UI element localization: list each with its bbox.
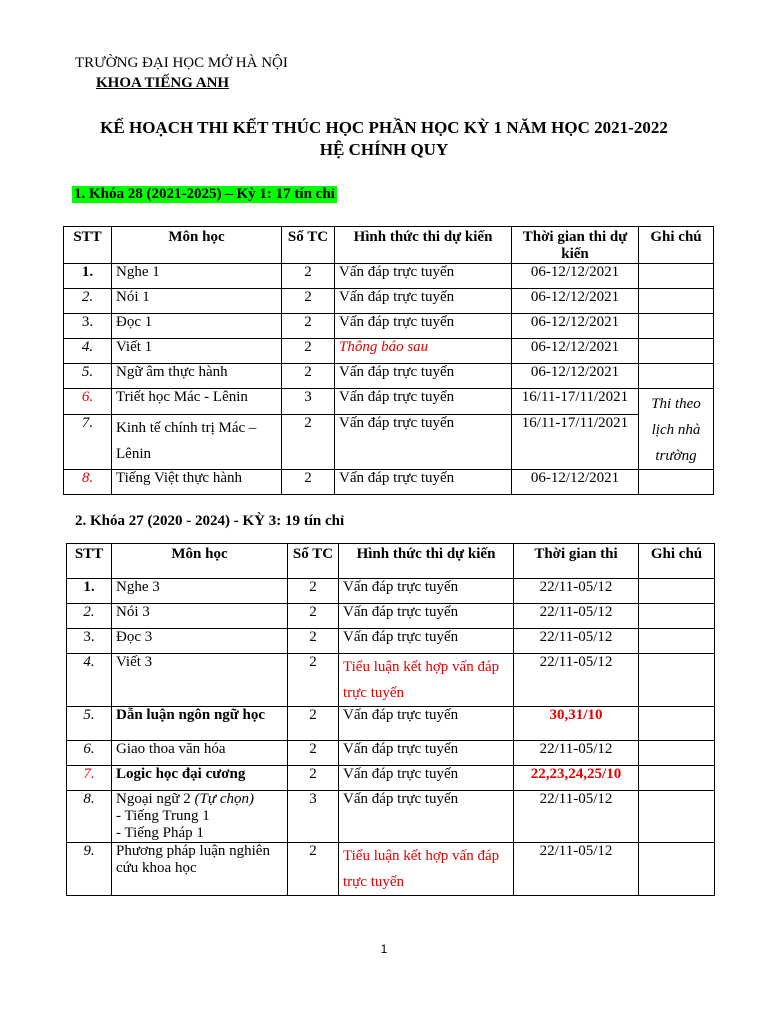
row-subject-cell bbox=[112, 791, 288, 843]
header-exam-form: Hình thức thi dự kiến bbox=[339, 544, 514, 579]
row-notes bbox=[639, 791, 715, 843]
row-exam-form: Vấn đáp trực tuyến bbox=[339, 741, 514, 766]
row-stt: 8. bbox=[67, 791, 112, 843]
row-exam-form: Vấn đáp trực tuyến bbox=[335, 389, 512, 415]
row-exam-time: 22/11-05/12 bbox=[514, 604, 639, 629]
row-subject: Nghe 1 bbox=[112, 264, 282, 289]
row-stt: 8. bbox=[64, 470, 112, 495]
row-notes bbox=[639, 766, 715, 791]
header-notes: Ghi chú bbox=[639, 227, 714, 264]
row-notes-school-schedule: Thi theo lịch nhà trường bbox=[639, 389, 714, 470]
table-row bbox=[67, 791, 715, 843]
header-exam-time: Thời gian thi bbox=[514, 544, 639, 579]
row-exam-time: 30,31/10 bbox=[514, 707, 639, 741]
page-number: 1 bbox=[380, 942, 388, 956]
row-exam-time: 16/11-17/11/2021 bbox=[512, 389, 639, 415]
option-french: - Tiếng Pháp 1 bbox=[116, 825, 204, 841]
row-credits: 2 bbox=[288, 604, 339, 629]
row-subject: Triết học Mác - Lênin bbox=[112, 389, 282, 415]
row-stt: 9. bbox=[67, 843, 112, 896]
row-exam-time: 06-12/12/2021 bbox=[512, 314, 639, 339]
row-subject: Đọc 1 bbox=[112, 314, 282, 339]
table-row bbox=[64, 389, 714, 415]
row-credits: 2 bbox=[282, 364, 335, 389]
row-notes bbox=[639, 314, 714, 339]
row-notes bbox=[639, 364, 714, 389]
row-exam-time: 06-12/12/2021 bbox=[512, 289, 639, 314]
row-stt: 6. bbox=[64, 389, 112, 415]
row-credits: 2 bbox=[282, 264, 335, 289]
row-exam-form: Vấn đáp trực tuyến bbox=[335, 314, 512, 339]
row-credits: 2 bbox=[282, 339, 335, 364]
table-row bbox=[67, 579, 715, 604]
row-notes bbox=[639, 741, 715, 766]
header-exam-time: Thời gian thi dự kiến bbox=[512, 227, 639, 264]
header-credits: Số TC bbox=[288, 544, 339, 579]
row-stt: 7. bbox=[64, 414, 112, 469]
row-stt: 5. bbox=[67, 707, 112, 741]
header-subject: Môn học bbox=[112, 544, 288, 579]
row-exam-form: Vấn đáp trực tuyến bbox=[339, 604, 514, 629]
table-row bbox=[67, 766, 715, 791]
row-notes bbox=[639, 339, 714, 364]
row-subject: Viết 3 bbox=[112, 654, 288, 707]
row-credits: 3 bbox=[282, 389, 335, 415]
row-stt: 7. bbox=[67, 766, 112, 791]
row-subject: Giao thoa văn hóa bbox=[112, 741, 288, 766]
table-row bbox=[67, 741, 715, 766]
row-credits: 2 bbox=[288, 766, 339, 791]
row-stt: 2. bbox=[64, 289, 112, 314]
row-credits: 2 bbox=[288, 707, 339, 741]
row-exam-form: Vấn đáp trực tuyến bbox=[335, 364, 512, 389]
row-exam-time: 22/11-05/12 bbox=[514, 791, 639, 843]
row-exam-time: 06-12/12/2021 bbox=[512, 264, 639, 289]
schedule-table-khoa-28 bbox=[63, 226, 714, 495]
row-stt: 4. bbox=[64, 339, 112, 364]
row-exam-form: Tiểu luận kết hợp vấn đáp trực tuyến bbox=[339, 654, 514, 707]
row-notes bbox=[639, 264, 714, 289]
row-subject: Phương pháp luận nghiên cứu khoa học bbox=[112, 843, 288, 896]
row-stt: 4. bbox=[67, 654, 112, 707]
table-row bbox=[64, 289, 714, 314]
row-subject: Nói 3 bbox=[112, 604, 288, 629]
option-chinese: - Tiếng Trung 1 bbox=[116, 808, 210, 824]
row-stt: 5. bbox=[64, 364, 112, 389]
row-subject: Kinh tế chính trị Mác – Lênin bbox=[112, 414, 282, 469]
row-subject: Tiếng Việt thực hành bbox=[112, 470, 282, 495]
row-exam-form: Vấn đáp trực tuyến bbox=[335, 289, 512, 314]
row-credits: 2 bbox=[288, 843, 339, 896]
table-row bbox=[67, 707, 715, 741]
row-exam-form: Vấn đáp trực tuyến bbox=[339, 791, 514, 843]
header-stt: STT bbox=[67, 544, 112, 579]
row-exam-form: Tiểu luận kết hợp vấn đáp trực tuyến bbox=[339, 843, 514, 896]
row-exam-time: 22/11-05/12 bbox=[514, 629, 639, 654]
row-subject: Logic học đại cương bbox=[112, 766, 288, 791]
row-subject: Ngoại ngữ 2 bbox=[116, 791, 191, 807]
row-credits: 2 bbox=[288, 741, 339, 766]
row-notes bbox=[639, 604, 715, 629]
table-row bbox=[67, 843, 715, 896]
row-exam-form: Vấn đáp trực tuyến bbox=[335, 264, 512, 289]
row-credits: 2 bbox=[288, 654, 339, 707]
row-exam-form: Vấn đáp trực tuyến bbox=[339, 766, 514, 791]
row-exam-time: 06-12/12/2021 bbox=[512, 339, 639, 364]
row-exam-form: Vấn đáp trực tuyến bbox=[339, 579, 514, 604]
row-credits: 2 bbox=[282, 289, 335, 314]
row-exam-time: 22/11-05/12 bbox=[514, 579, 639, 604]
row-notes bbox=[639, 289, 714, 314]
table-row bbox=[64, 339, 714, 364]
row-stt: 6. bbox=[67, 741, 112, 766]
row-stt: 3. bbox=[67, 629, 112, 654]
row-stt: 1. bbox=[67, 579, 112, 604]
row-exam-form: Vấn đáp trực tuyến bbox=[335, 470, 512, 495]
row-stt: 1. bbox=[64, 264, 112, 289]
row-credits: 2 bbox=[282, 470, 335, 495]
row-credits: 2 bbox=[282, 314, 335, 339]
table-row bbox=[67, 604, 715, 629]
row-stt: 3. bbox=[64, 314, 112, 339]
header-credits: Số TC bbox=[282, 227, 335, 264]
row-exam-time: 06-12/12/2021 bbox=[512, 470, 639, 495]
row-exam-form: Vấn đáp trực tuyến bbox=[339, 707, 514, 741]
table-row bbox=[64, 414, 714, 469]
row-notes bbox=[639, 629, 715, 654]
row-exam-time: 22/11-05/12 bbox=[514, 654, 639, 707]
row-subject: Đọc 3 bbox=[112, 629, 288, 654]
table-header-row bbox=[64, 227, 714, 264]
row-subject: Nghe 3 bbox=[112, 579, 288, 604]
header-stt: STT bbox=[64, 227, 112, 264]
table-row bbox=[64, 470, 714, 495]
header-subject: Môn học bbox=[112, 227, 282, 264]
row-exam-form: Vấn đáp trực tuyến bbox=[335, 414, 512, 469]
row-notes bbox=[639, 707, 715, 741]
row-subject: Nói 1 bbox=[112, 289, 282, 314]
row-notes bbox=[639, 470, 714, 495]
header-notes: Ghi chú bbox=[639, 544, 715, 579]
row-exam-time: 16/11-17/11/2021 bbox=[512, 414, 639, 469]
row-exam-time: 22/11-05/12 bbox=[514, 741, 639, 766]
row-subject: Ngữ âm thực hành bbox=[112, 364, 282, 389]
table-row bbox=[64, 364, 714, 389]
row-notes bbox=[639, 654, 715, 707]
header-exam-form: Hình thức thi dự kiến bbox=[335, 227, 512, 264]
section-1-heading: 1. Khóa 28 (2021-2025) – Kỳ 1: 17 tín chỉ bbox=[74, 186, 335, 202]
row-exam-time: 22,23,24,25/10 bbox=[514, 766, 639, 791]
row-credits: 2 bbox=[288, 579, 339, 604]
row-exam-time: 22/11-05/12 bbox=[514, 843, 639, 896]
row-credits: 3 bbox=[288, 791, 339, 843]
row-exam-form: Vấn đáp trực tuyến bbox=[339, 629, 514, 654]
row-subject: Viết 1 bbox=[112, 339, 282, 364]
row-credits: 2 bbox=[288, 629, 339, 654]
row-notes bbox=[639, 843, 715, 896]
table-row bbox=[64, 264, 714, 289]
row-exam-form: Thông báo sau bbox=[335, 339, 512, 364]
table-header-row bbox=[67, 544, 715, 579]
table-row bbox=[67, 654, 715, 707]
schedule-table-khoa-27 bbox=[66, 543, 715, 896]
row-credits: 2 bbox=[282, 414, 335, 469]
department-name: KHOA TIẾNG ANH bbox=[96, 75, 230, 91]
elective-note: (Tự chọn) bbox=[194, 791, 254, 807]
row-notes bbox=[639, 579, 715, 604]
row-stt: 2. bbox=[67, 604, 112, 629]
table-row bbox=[64, 314, 714, 339]
row-exam-time: 06-12/12/2021 bbox=[512, 364, 639, 389]
document-subtitle: HỆ CHÍNH QUY bbox=[319, 140, 449, 159]
document-title: KẾ HOẠCH THI KẾT THÚC HỌC PHẦN HỌC KỲ 1 NĂM HỌC 2021-2022 bbox=[100, 118, 668, 137]
table-row bbox=[67, 629, 715, 654]
university-name: TRƯỜNG ĐẠI HỌC MỞ HÀ NỘI bbox=[75, 55, 288, 71]
row-subject: Dẫn luận ngôn ngữ học bbox=[112, 707, 288, 741]
section-2-heading: 2. Khóa 27 (2020 - 2024) - KỲ 3: 19 tín chỉ bbox=[75, 513, 345, 529]
subject-line bbox=[116, 791, 283, 808]
